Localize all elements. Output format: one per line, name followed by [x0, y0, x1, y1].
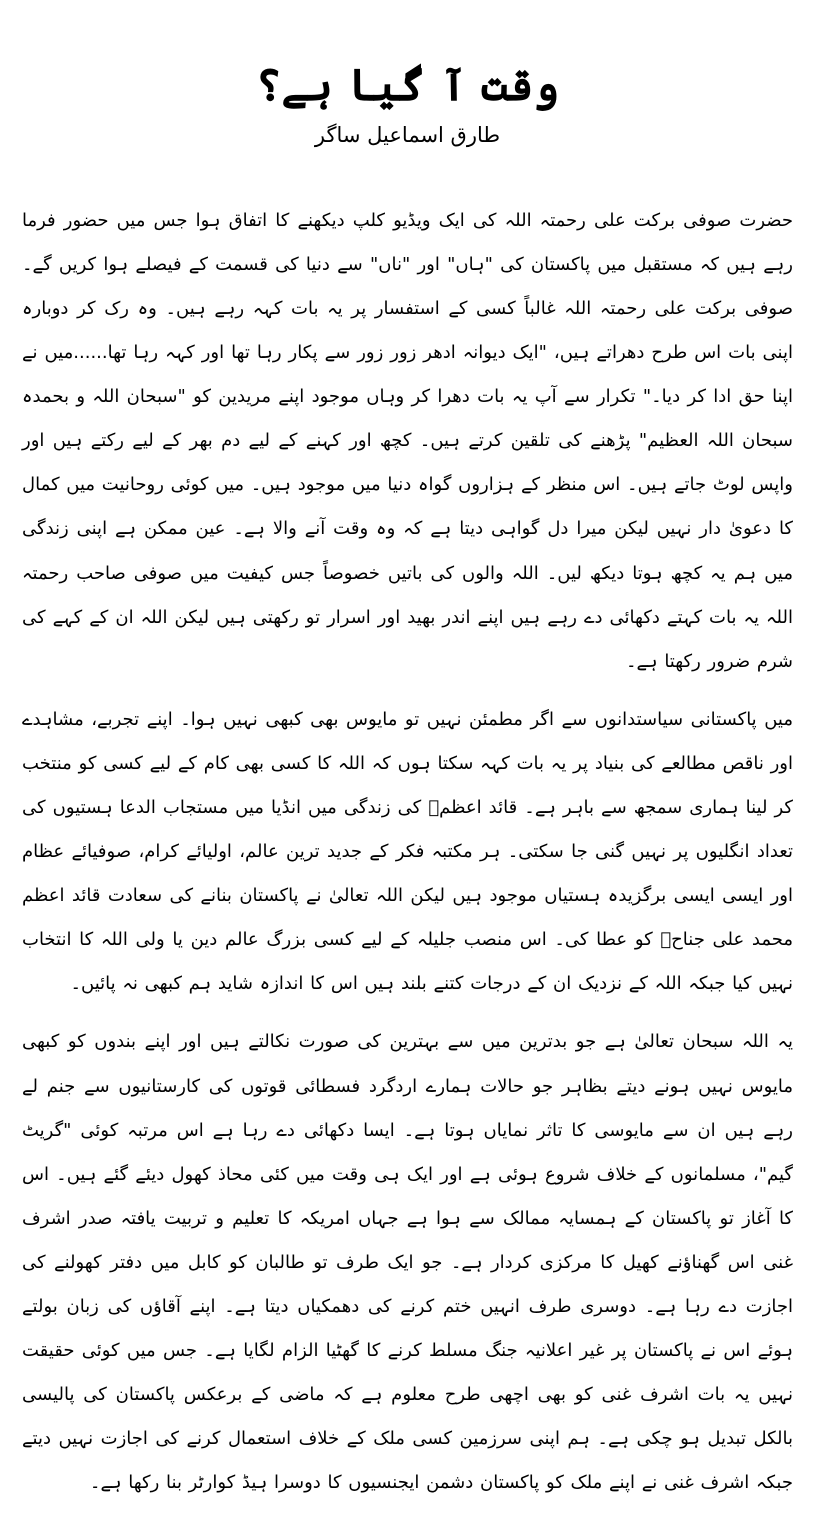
author-name: طارق اسماعیل ساگر — [314, 123, 501, 148]
paragraph: میں پاکستانی سیاستدانوں سے اگر مطمئن نہیں تو مایوس بھی کبھی نہیں ہوا۔ اپنے تجربے، مشاہدے اور ناقص مطالعے کی بنیاد پر یہ بات کہہ سکتا ہوں کہ اللہ کا کسی بھی کام کے لیے کسی کو منتخب کر لینا ہماری سمجھ سے باہر ہے۔ قائد اعظمؒ کی زندگی میں انڈیا میں مستجاب الدعا ہستیوں کی تعداد انگلیوں پر نہیں گنی جا سکتی۔ ہر مکتبہ فکر کے جدید ترین عالم، اولیائے کرام، صوفیائے عظام اور ایسی ایسی برگزیدہ ہستیاں موجود ہیں لیکن اللہ تعالیٰ نے پاکستان بنانے کی سعادت قائد اعظم محمد علی جناحؒ کو عطا کی۔ اس منصب جلیلہ کے لیے کسی بزرگ عالم دین یا ولی اللہ کا انتخاب نہیں کیا جبکہ اللہ کے نزدیک ان کے درجات کتنے بلند ہیں اس کا اندازہ شاید ہم کبھی نہ پائیں۔ — [22, 708, 793, 995]
article-body — [22, 199, 793, 1506]
paragraph: حضرت صوفی برکت علی رحمتہ اللہ کی ایک ویڈیو کلپ دیکھنے کا اتفاق ہوا جس میں حضور فرما رہے ہیں کہ مستقبل میں پاکستان کی "ہاں" اور "ناں" سے دنیا کی قسمت کے فیصلے ہوا کریں گے۔ صوفی برکت علی رحمتہ اللہ غالباً کسی کے استفسار پر یہ بات کہہ رہے ہیں۔ وہ رک کر دوبارہ اپنی بات اس طرح دھراتے ہیں، "ایک دیوانہ ادھر زور زور سے پکار رہا تھا اور کہہ رہا تھا......میں نے اپنا حق ادا کر دیا۔" تکرار سے آپ یہ بات دھرا کر وہاں موجود اپنے مریدین کو "سبحان اللہ و بحمدہ سبحان اللہ العظیم" پڑھنے کی تلقین کرتے ہیں۔ کچھ اور کہنے کے لیے دم بھر کے لیے رکتے ہیں اور واپس لوٹ جاتے ہیں۔ اس منظر کے ہزاروں گواہ دنیا میں موجود ہیں۔ میں کوئی روحانیت میں کمال کا دعویٰ دار نہیں لیکن میرا دل گواہی دیتا ہے کہ وہ وقت آنے والا ہے۔ عین ممکن ہے اپنی زندگی میں ہم یہ کچھ ہوتا دیکھ لیں۔ اللہ والوں کی باتیں خصوصاً جس کیفیت میں صوفی صاحب رحمتہ اللہ یہ بات کہتے دکھائی دے رہے ہیں اپنے اندر بھید اور اسرار تو رکھتی ہیں لیکن اللہ ان کے کہے کی شرم ضرور رکھتا ہے۔ — [22, 209, 793, 672]
paragraph: یہ اللہ سبحان تعالیٰ ہے جو بدترین میں سے بہترین کی صورت نکالتے ہیں اور اپنے بندوں کو کبھی مایوس نہیں ہونے دیتے بظاہر جو حالات ہمارے اردگرد فسطائی قوتوں کی کارستانیوں سے جنم لے رہے ہیں ان سے مایوسی کا تاثر نمایاں ہوتا ہے۔ ایسا دکھائی دے رہا ہے اس مرتبہ کوئی "گریٹ گیم"، مسلمانوں کے خلاف شروع ہوئی ہے اور ایک ہی وقت میں کئی محاذ کھول دیئے گئے ہیں۔ اس کا آغاز تو پاکستان کے ہمسایہ ممالک سے ہوا ہے جہاں امریکہ کا تعلیم و تربیت یافتہ صدر اشرف غنی اس گھناؤنے کھیل کا مرکزی کردار ہے۔ جو ایک طرف تو طالبان کو کابل میں دفتر کھولنے کی اجازت دے رہا ہے۔ دوسری طرف انہیں ختم کرنے کی دھمکیاں دیتا ہے۔ اپنے آقاؤں کی زبان بولتے ہوئے اس نے پاکستان پر غیر اعلانیہ جنگ مسلط کرنے کا گھٹیا الزام لگایا ہے۔ جس میں کوئی حقیقت نہیں یہ بات اشرف غنی کو بھی اچھی طرح معلوم ہے کہ ماضی کے برعکس پاکستان کی پالیسی بالکل تبدیل ہو چکی ہے۔ ہم اپنی سرزمین کسی ملک کے خلاف استعمال کرنے کی اجازت نہیں دیتے جبکہ اشرف غنی نے اپنے ملک کو پاکستان دشمن ایجنسیوں کا دوسرا ہیڈ کوارٹر بنا رکھا ہے۔ — [22, 1031, 793, 1494]
document-title: وقت آ گیا ہے؟ — [255, 60, 560, 111]
